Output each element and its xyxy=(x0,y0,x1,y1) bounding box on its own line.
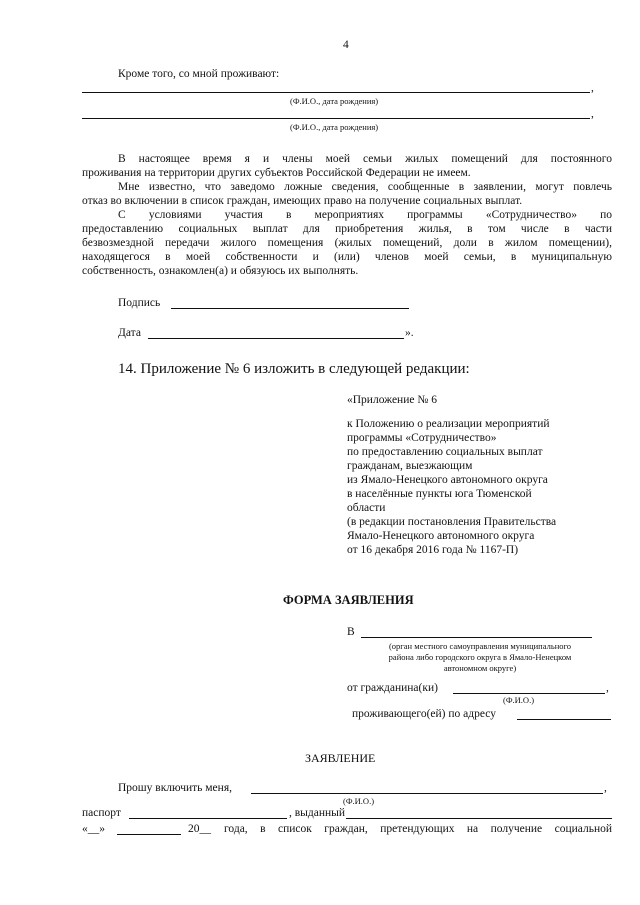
statement-line: предоставлению социальных выплат для приобретения жилья, в том числе в части xyxy=(82,223,612,235)
line-comma: , xyxy=(591,108,594,120)
citizen-name-field[interactable] xyxy=(453,693,605,694)
request-label: Прошу включить меня, xyxy=(118,782,232,794)
signature-field[interactable] xyxy=(171,308,409,309)
application-title: ЗАЯВЛЕНИЕ xyxy=(305,751,376,765)
line-comma: , xyxy=(591,82,594,94)
line-comma: , xyxy=(604,782,607,794)
annex-line: (в редакции постановления Правительства xyxy=(347,516,557,528)
annex-line: от 16 декабря 2016 года № 1167-П) xyxy=(347,544,519,556)
issue-month-field[interactable] xyxy=(117,834,181,835)
annex-line: «Приложение № 6 xyxy=(347,394,437,406)
cohabitant-line-2[interactable] xyxy=(82,118,590,119)
statement-line: С условиями участия в мероприятиях программы «Сотрудничество» по xyxy=(118,209,612,221)
amendment-item-14: 14. Приложение № 6 изложить в следующей редакции: xyxy=(118,361,470,377)
addressee-to: В xyxy=(347,626,355,638)
annex-block xyxy=(347,393,556,557)
annex-line: Ямало-Ненецкого автономного округа xyxy=(347,530,535,542)
applicant-name-field[interactable] xyxy=(251,793,603,794)
statement-line: Мне известно, что заведомо ложные сведения, сообщенные в заявлении, могут повлечь xyxy=(118,181,612,193)
citizen-fio-hint: (Ф.И.О.) xyxy=(503,695,535,705)
annex-line: к Положению о реализации мероприятий xyxy=(347,418,550,430)
application-continuation: года, в список граждан, претендующих на получение социальной xyxy=(224,823,612,835)
residing-label: проживающего(ей) по адресу xyxy=(352,708,496,720)
annex-line: в населённые пункты юга Тюменской xyxy=(347,488,532,500)
date-label: Дата xyxy=(118,327,141,339)
annex-line: области xyxy=(347,502,386,514)
issued-by-field[interactable] xyxy=(346,818,612,819)
statement-line: безвозмездной передачи жилого помещения (жилых помещений, доли в жилом помещении), xyxy=(82,237,612,249)
date-open: «__» xyxy=(82,823,105,835)
passport-label: паспорт xyxy=(82,807,121,819)
annex-line: по предоставлению социальных выплат xyxy=(347,446,543,458)
applicant-fio-hint: (Ф.И.О.) xyxy=(343,796,375,806)
statement-line: отказ во включении в список граждан, имеющих право на получение социальных выплат. xyxy=(82,195,523,207)
date-suffix: ». xyxy=(405,327,414,339)
annex-line: из Ямало-Ненецкого автономного округа xyxy=(347,474,548,486)
statement-line: В настоящее время я и члены моей семьи жилых помещений для постоянного xyxy=(118,153,612,165)
line-comma: , xyxy=(606,682,609,694)
cohabitant-line-1[interactable] xyxy=(82,92,590,93)
signature-label: Подпись xyxy=(118,297,161,309)
issued-label: , выданный xyxy=(289,807,346,819)
issue-year: 20__ xyxy=(188,823,211,835)
address-field[interactable] xyxy=(517,719,611,720)
cohabitant-hint-1: (Ф.И.О., дата рождения) xyxy=(290,96,379,106)
cohabitant-hint-2: (Ф.И.О., дата рождения) xyxy=(290,122,379,132)
authority-hint: (орган местного самоуправления муниципального района либо городского округа в Ямало-Ненецком автономном округе) xyxy=(388,641,572,673)
statement-line: собственность, ознакомлен(а) и обязуюсь их выполнять. xyxy=(82,265,359,277)
passport-field[interactable] xyxy=(129,818,287,819)
form-title: ФОРМА ЗАЯВЛЕНИЯ xyxy=(283,593,414,607)
date-field[interactable] xyxy=(148,338,404,339)
statement-line: находящегося в моей собственности и (или) членов моей семьи, в муниципальную xyxy=(82,251,612,263)
annex-line: программы «Сотрудничество» xyxy=(347,432,497,444)
statement-line: проживания на территории других субъектов Российской Федерации не имеем. xyxy=(82,167,471,179)
page-number: 4 xyxy=(343,39,349,51)
cohabitants-intro: Кроме того, со мной проживают: xyxy=(118,68,280,80)
authority-field[interactable] xyxy=(361,637,592,638)
from-citizen-label: от гражданина(ки) xyxy=(347,682,438,694)
annex-line: гражданам, выезжающим xyxy=(347,460,473,472)
